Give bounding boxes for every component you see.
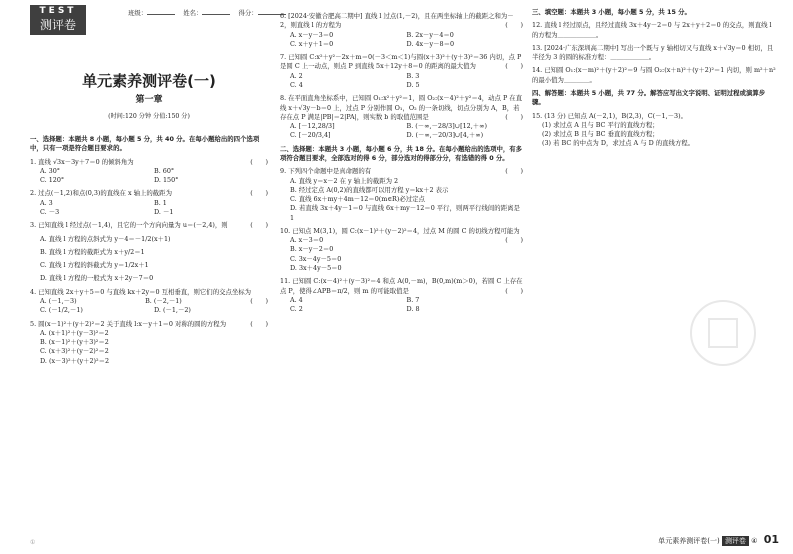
page-title: 单元素养测评卷(一) <box>82 72 216 90</box>
question-14: 14. 已知圆 O₁:(x－m)²＋(y＋2)²＝9 与圆 O₂:(x＋n)²＋(y＋2)²＝1 内切，则 m²＋n² 的最小值为＿＿＿＿。 <box>532 66 776 84</box>
chapter-title: 第一章 <box>135 95 163 105</box>
page-number: 01 <box>763 533 779 546</box>
badge-line1: TEST <box>39 6 77 16</box>
column-2 <box>280 8 523 314</box>
left-page-mark: ① <box>30 539 36 546</box>
question-12: 12. 直线 l 经过原点，且经过直线 3x＋4y－2＝0 与 2x＋y＋2＝0 的交点，则直线 l 的方程为＿＿＿＿＿＿。 <box>532 21 772 39</box>
test-badge <box>30 5 86 35</box>
footer-mark: ④ <box>751 537 758 545</box>
question-9: 9. 下列四个命题中是真命题的有 ( ) A. 直线 y＝x－2 在 y 轴上的截距为 2 B. 经过定点 A(0,2)的直线都可以用方程 y＝kx＋2 表示 C. 直线 6x＋my＋4m－12＝0(m∈R)必过定点 D. 若直线 3x＋4y－1＝0 与直线 6x＋my－12＝0 平行，则两平行线间的距离是 1 <box>280 167 523 222</box>
section-3-heading: 三、填空题：本题共 3 小题，每小题 5 分，共 15 分。 <box>532 8 691 16</box>
question-4: 4. 已知直线 2x＋y＋5＝0 与直线 kx＋2y＝0 互相垂直，则它们的交点坐标为 ( ) A. (－1,－3) B. (－2,－1) C. (－1/2,－1) D. (－1,－2) <box>30 287 268 315</box>
column-1 <box>30 135 268 366</box>
score-label: 得分： <box>238 9 258 17</box>
seal-watermark-icon <box>690 300 756 366</box>
class-blank <box>147 14 175 15</box>
column-3 <box>532 8 777 149</box>
name-label: 姓名： <box>183 9 203 17</box>
section-2-heading: 二、选择题：本题共 3 小题，每小题 6 分，共 18 分。在每小题给出的选项中，有多项符合题目要求，全部选对的得 6 分，部分选对的得部分分，有选错的得 0 分。 <box>280 144 523 162</box>
name-blank <box>202 14 230 15</box>
question-3: 3. 已知直线 l 经过点(－1,4)，且它的一个方向向量为 u＝(－2,4)，则 ( ) A. 直线 l 方程的点斜式为 y－4＝－1/2(x＋1) B. 直线 l 方程的截距式为 x＋y/2＝1 C. 直线 l 方程的斜截式为 y＝1/2x＋1 D. 直线 l 方程的一般式为 x＋2y－7＝0 <box>30 221 268 283</box>
question-7: 7. 已知圆 C:x²＋y²－2x＋m＝0(－3＜m＜1)与圆(x＋3)²＋(y＋3)²＝36 内切，点 P 是圆 C 上一动点，则点 P 到直线 5x＋12y＋8＝0 的距离的最大值为 ( ) A. 2 B. 3 C. 4 D. 5 <box>280 53 523 89</box>
exam-meta: (时间:120 分钟 分值:150 分) <box>108 113 190 120</box>
question-2: 2. 过点(－1,2)和点(0,3)的直线在 x 轴上的截距为 ( ) A. 3 B. 1 C. －3 D. －1 <box>30 189 268 216</box>
badge-line2: 测评卷 <box>39 18 76 32</box>
question-5: 5. 圆(x－1)²＋(y＋2)²＝2 关于直线 l:x－y＋1＝0 对称的圆的方程为 ( ) A. (x＋1)²＋(y－3)²＝2 B. (x－1)²＋(y＋3)²＝2 C. (x＋3)²＋(y－2)²＝2 D. (x－3)²＋(y＋2)²＝2 <box>30 319 268 365</box>
student-info <box>128 8 292 17</box>
question-6: 6. [2024·安徽合肥高二期中] 直线 l 过点(1,－2)，且在两坐标轴上的截距之和为－2，则直线 l 的方程为 ( ) A. x－y－3＝0 B. 2x－y－4＝0 C. x＋y＋1＝0 D. 4x－y－8＝0 <box>280 12 523 48</box>
question-15: 15. (13 分) 已知点 A(－2,1)，B(2,3)，C(－1,－3)。 (1) 求过点 A 且与 BC 平行的直线方程； (2) 求过点 B 且与 BC 垂直的直线方程； (3) 若 BC 的中点为 D，求过点 A 与 D 的直线方程。 <box>532 111 695 148</box>
question-11: 11. 已知圆 C:(x－4)²＋(y－3)²＝4 和点 A(0,－m)，B(0,m)(m＞0)，若圆 C 上存在点 P，使得∠APB＝π/2，则 m 的可能取值是 ( ) A. 4 B. 7 C. 2 D. 8 <box>280 277 523 314</box>
page-footer <box>658 533 779 546</box>
section-1-heading: 一、选择题：本题共 8 小题，每小题 5 分，共 40 分。在每小题给出的四个选项中，只有一项是符合题目要求的。 <box>30 135 260 153</box>
class-label: 班级： <box>128 9 148 17</box>
footer-tag: 测评卷 <box>722 536 749 546</box>
footer-label: 单元素养测评卷(一) <box>658 537 720 545</box>
question-13: 13. [2024·广东深圳高二期中] 写出一个既与 y 轴相切又与直线 x＋√3y＝0 相切，且半径为 3 的圆的标准方程：＿＿＿＿＿＿。 <box>532 43 774 62</box>
question-1: 1. 直线 √3x－3y＋7＝0 的倾斜角为 ( ) A. 30° B. 60° C. 120° D. 150° <box>30 157 268 185</box>
question-10: 10. 已知点 M(3,1)，圆 C:(x－1)²＋(y－2)²＝4，过点 M 的圆 C 的切线方程可能为 ( ) A. x－3＝0 B. x－y－2＝0 C. 3x－4y－5＝0 D. 3x＋4y－5＝0 <box>280 226 523 273</box>
section-4-heading: 四、解答题：本题共 5 小题，共 77 分。解答应写出文字说明、证明过程或演算步骤。 <box>532 88 766 107</box>
question-8: 8. 在平面直角坐标系中，已知圆 O₁:x²＋y²＝1，圆 O₂:(x－4)²＋y²＝4，动点 P 在直线 x＋√3y－b＝0 上，过点 P 分别作圆 O₁，O₂ 的一条切线，切点分别为 A，B，若存在点 P 满足|PB|＝2|PA|，则实数 b 的取值范围是 ( ) A. [－12,28/3] B. (－∞,－28/3]∪[12,＋∞) C. [－20/3,4] D. (－∞,－20/3]∪[4,＋∞) <box>280 94 523 140</box>
